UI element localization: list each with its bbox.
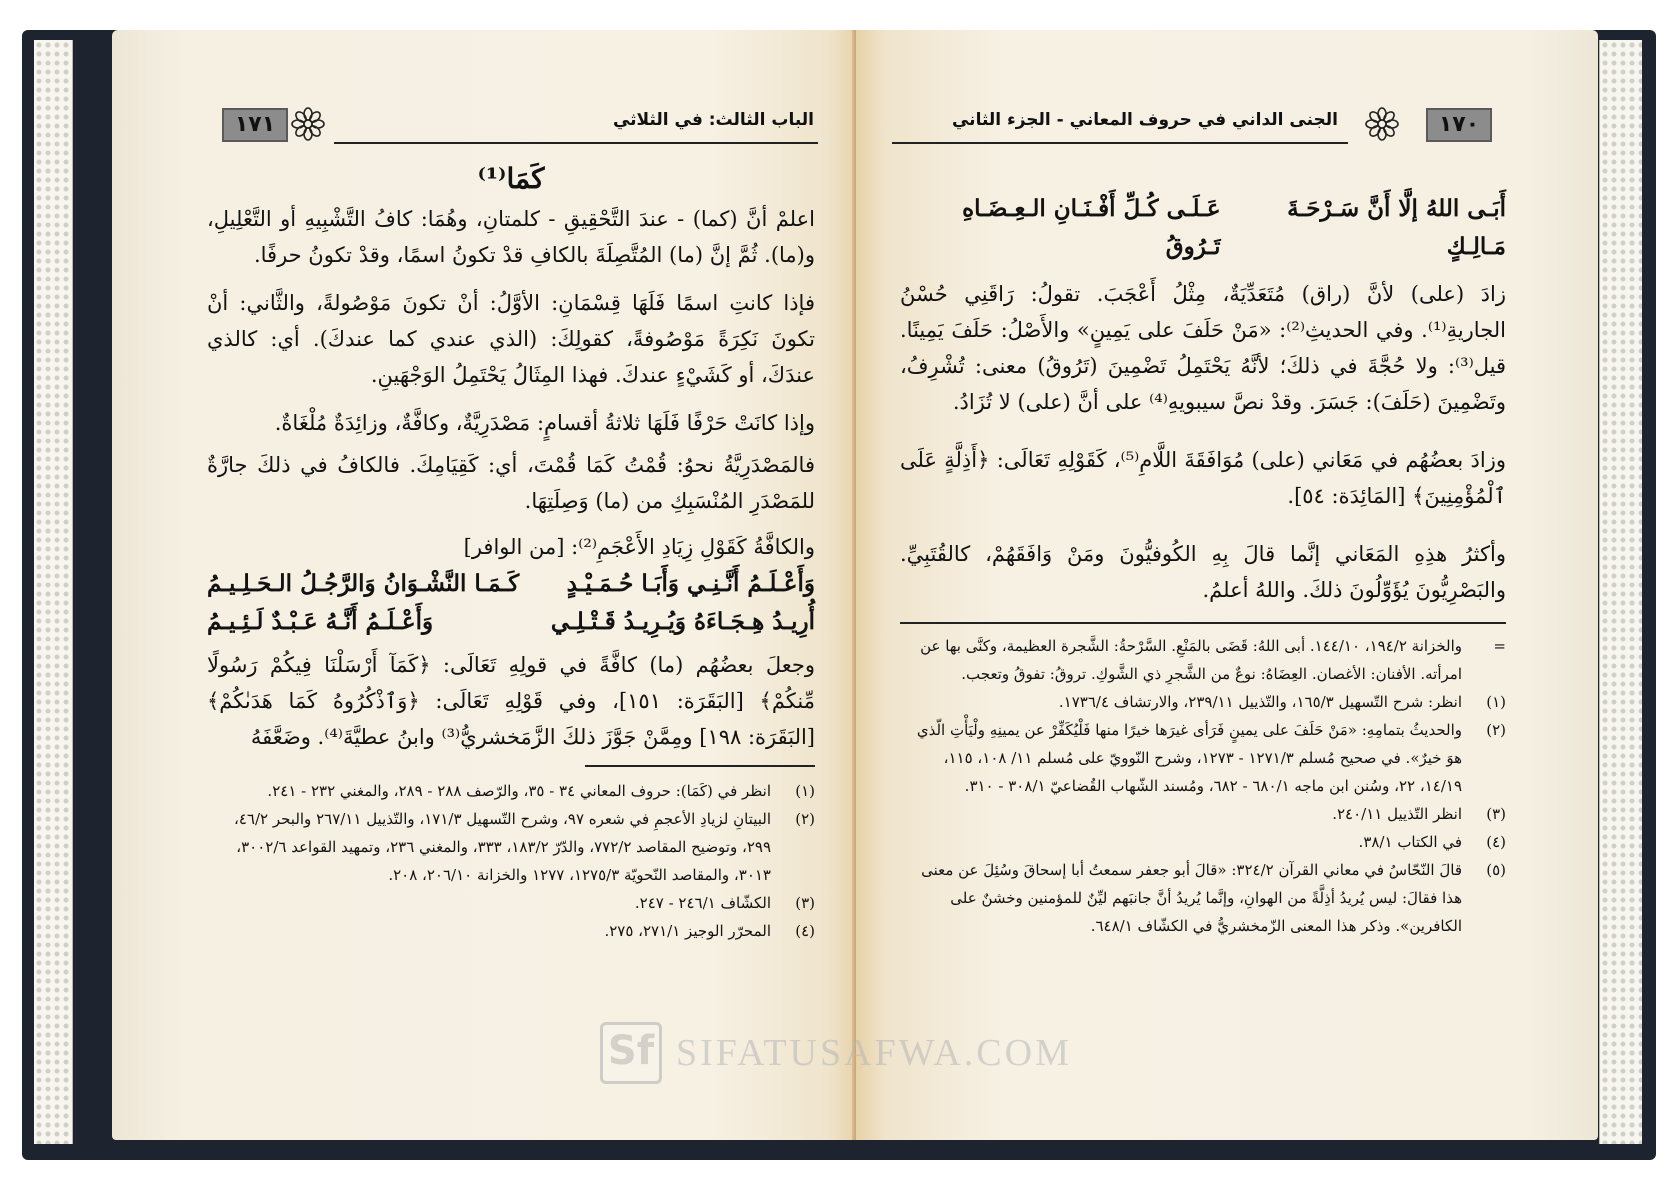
- verse-2-first-hemistich: أُرِيـدُ هِـجَـاءَهُ وَيُـرِيـدُ قَـتْـلِـي: [550, 608, 815, 635]
- left-page-content: [207, 162, 815, 945]
- watermark: [600, 1022, 1072, 1084]
- right-page: [856, 30, 1598, 1140]
- paragraph-5: والكافَّةُ كَقَوْلِ زِيَادِ الأَعْجَمِ⁽²⁾: [من الوافر]: [463, 535, 815, 559]
- footnote: (٣) انظر التّذييل ٢٤٠/١١.: [1332, 805, 1506, 823]
- right-page-content: [900, 190, 1506, 940]
- footnote: (٥) قالَ النّحّاسُ في معاني القرآن ٣٢٤/٢: «قالَ أبو جعفر سمعتُ أبا إسحاقَ وسُئِلَ عن معنى هذا فقالَ: ليس يُريدُ أذِلَّةً من الهوانِ، وإنَّما يُريدُ أنَّ جانبَهم ليِّنٌ للمؤمنين وخشنٌ على الكافرين». وذكر هذا المعنى الزّمخشريُّ في الكشّاف ٦٤٨/١.: [921, 861, 1506, 935]
- footnote: (٣) الكشّاف ٢٤٦/١ - ٢٤٧.: [634, 894, 815, 912]
- right-header-rule: [892, 142, 1348, 144]
- verse-first-hemistich: أَبَـى اللهُ إلَّا أَنَّ سَـرْحَـةَ مَـالِـكٍ: [1287, 195, 1506, 260]
- footnote: (٤) المحرّر الوجيز ٢٧١/١، ٢٧٥.: [604, 922, 815, 940]
- footnote: (٤) في الكتاب ٣٨/١.: [1358, 833, 1506, 851]
- closing-paragraph: وجعلَ بعضُهُم (ما) كافَّةً في قولِهِ تَعَالَى: ﴿كَمَآ أَرْسَلْنَا فِيكُمْ رَسُولًا مِّنكُمْ﴾ [البَقَرَة: ١٥١]، وفي قَوْلِهِ تَعَالَى: ﴿وَٱذْكُرُوهُ كَمَا هَدَىٰكُمْ﴾ [البَقَرَة: ١٩٨] ومِمَّنْ جَوَّزَ ذلكَ الزَّمَخشريُّ⁽³⁾ وابنُ عطيَّةَ⁽⁴⁾. وضَعَّفَهُ: [207, 653, 815, 749]
- watermark-text: SIFATUSAFWA.COM: [676, 1032, 1072, 1074]
- paragraph-4: فالمَصْدَرِيَّةُ نحوُ: قُمْتُ كَمَا قُمْتَ، أي: كَقِيَامِكَ. فالكافُ في ذلكَ جارَّةٌ للمَصْدَرِ المُنْسَبِكِ من (ما) وَصِلَتِهَا.: [207, 453, 815, 513]
- paragraph-3: وإذا كانَتْ حَرْفًا فَلَهَا ثلاثةُ أقسامٍ: مَصْدَرِيَّةٌ، وكافَّةٌ، وزائِدَةٌ مُلْغَاةٌ.: [274, 411, 815, 435]
- page-edges-right: [1599, 40, 1642, 1144]
- verse-1-second-hemistich: كَـمَـا النَّشْـوَانُ وَالرَّجُـلُ الـحَـلِـيـمُ: [207, 570, 520, 597]
- left-page: [112, 30, 858, 1140]
- verse-1-first-hemistich: وَأَعْـلَـمُ أَنَّـنِـي وَأَبَـا حُـمَـيْـدٍ: [566, 570, 815, 597]
- paragraph-3: وأكثرُ هذِهِ المَعَاني إنَّما قالَ بِهِ الكُوفيُّونَ ومَنْ وَافَقَهُمْ، كالقُتَبِيِّ. والبَصْرِيُّونَ يُؤَوِّلُونَ ذلكَ. واللهُ أعلمُ.: [900, 542, 1506, 602]
- right-running-head: الجنى الداني في حروف المعاني - الجزء الثاني: [951, 110, 1338, 130]
- paragraph-2: وزادَ بعضُهُم في مَعَاني (على) مُوَافَقَةَ اللَّامِ⁽⁵⁾، كَقَوْلِهِ تَعَالَى: ﴿أَذِلَّةٍ عَلَى ٱلْمُؤْمِنِينَ﴾ [المَائِدَة: ٥٤].: [900, 448, 1507, 508]
- watermark-logo: Sf: [600, 1022, 662, 1084]
- verse-2-second-hemistich: وَأَعْـلَـمُ أَنَّـهُ عَـبْـدٌ لَـئِـيـمُ: [207, 608, 434, 635]
- verse-line-2: [207, 603, 815, 641]
- footnote: (١) انظر في (كَمَا): حروف المعاني ٣٤ - ٣٥، والرّصف ٢٨٨ - ٢٨٩، والمغني ٢٣٢ - ٢٤١.: [267, 782, 815, 800]
- page-edges-left: [34, 40, 73, 1144]
- footnote: (٢) البيتانِ لزيادِ الأعجمِ في شعره ٩٧، وشرح التّسهيل ١٧١/٣، والتّذييل ٢٦٧/١١ والبحر ٤٦/٢، ٢٩٩، وتوضيح المقاصد ٧٧٢/٢، والدّرّ ١٨٣/٢، ٣٣٣، والمغني ٢٣٦، وتمهيد القواعد ٣٠٠٢/٦، ٣٠١٣، والمقاصد النّحويّة ١٢٧٥/٣، ١٢٧٧ والخزانة ٢٠٦/١٠، ٢٠٨.: [233, 810, 815, 884]
- verse-second-hemistich: عَـلَـى كُـلِّ أَفْـنَـانِ الـعِـضَـاهِ تَـرُوقُ: [962, 195, 1221, 260]
- paragraph-1: زادَ (على) لأنَّ (راق) مُتَعَدِّيَةٌ، مِثْلُ أَعْجَبَ. تقولُ: رَاقَنِي حُسْنُ الجاريةِ⁽¹⁾. وفي الحديثِ⁽²⁾: «مَنْ حَلَفَ على يَمِينٍ» والأَصْلُ: حَلَفَ يَمِينًا. قيل⁽³⁾: ولا حُجَّةَ في ذلكَ؛ لأنَّهُ يَحْتَمِلُ تَضْمِينَ (تَرُوقُ) معنى: تُشْرِفُ، وتَضْمِينَ (حَلَفَ): جَسَرَ. وقدْ نصَّ سيبويهِ⁽⁴⁾ على أنَّ (على) لا تُزَادُ.: [900, 282, 1506, 414]
- flower-ornament-icon: [290, 106, 326, 142]
- left-header-rule: [334, 142, 818, 144]
- footnote: = والخزانة ١٩٤/٢، ١٤٤/١٠. أبى اللهُ: قَضَى بالمَنْعِ. السَّرْحةُ: الشَّجرة العظيمة، وكنَّى بها عن امرأته. الأفنان: الأغصان. العِضَاهُ: نوعٌ من الشَّجرِ ذي الشَّوكِ. تروقُ: تفوقُ وتعجب.: [920, 637, 1506, 683]
- paragraph-2: فإذا كانتِ اسمًا فَلَهَا قِسْمَانِ: الأوَّلُ: أنْ تكونَ مَوْصُولةً، والثَّاني: أنْ تكونَ نَكِرَةً مَوْصُوفةً، كقولِكَ: (الذي عندي كما عندكَ). أي: كالذي عندَكَ، أو كَشَيْءٍ عندكَ. فهذا المِثَالُ يَحْتَمِلُ الوَجْهَينِ.: [207, 291, 815, 387]
- right-page-number: ١٧٠: [1426, 108, 1492, 142]
- footnote: (١) انظر: شرح التّسهيل ١٦٥/٣، والتّذييل ٢٣٩/١١، والارتشاف ١٧٣٦/٤.: [1058, 693, 1506, 711]
- flower-ornament-icon: [1364, 106, 1400, 142]
- footnote-separator: [585, 765, 815, 767]
- left-running-head: الباب الثالث: في الثلاثي: [612, 110, 814, 130]
- footnote: (٢) والحديثُ بتمامِهِ: «مَنْ حَلَفَ على يمينٍ فَرَأى غيرَها خيرًا منها فَلْيُكَفِّرْ عن يمينِهِ ولْيَأْتِ الّذي هوَ خيرٌ». في صحيح مُسلم ١٢٧١/٣ - ١٢٧٣، وشرح النّوويّ على مُسلم ١١/ ١٠٨، ١١٥، ١٤/١٩، ٢٢، وسُنن ابن ماجه ٦٨٠/١ - ٦٨٢، ومُسند الشّهاب القُضاعيّ ٣٠٨/١ - ٣١٠.: [916, 721, 1506, 795]
- left-page-number: ١٧١: [222, 108, 288, 142]
- verse-line-1: [207, 565, 815, 603]
- verse-line: [900, 190, 1506, 266]
- paragraph-1: اعلمْ أنَّ (كما) - عندَ التَّحْقِيقِ - كلمتانِ، وهُمَا: كافُ التَّشْبِيهِ أو التَّعْلِيلِ، و(ما). ثُمَّ إنَّ (ما) المُتَّصِلَةَ بالكافِ قدْ تكونُ اسمًا، وقدْ تكونُ حرفًا.: [207, 207, 815, 267]
- footnote-separator: [900, 622, 1506, 624]
- section-title: كَمَا⁽¹⁾: [477, 162, 545, 195]
